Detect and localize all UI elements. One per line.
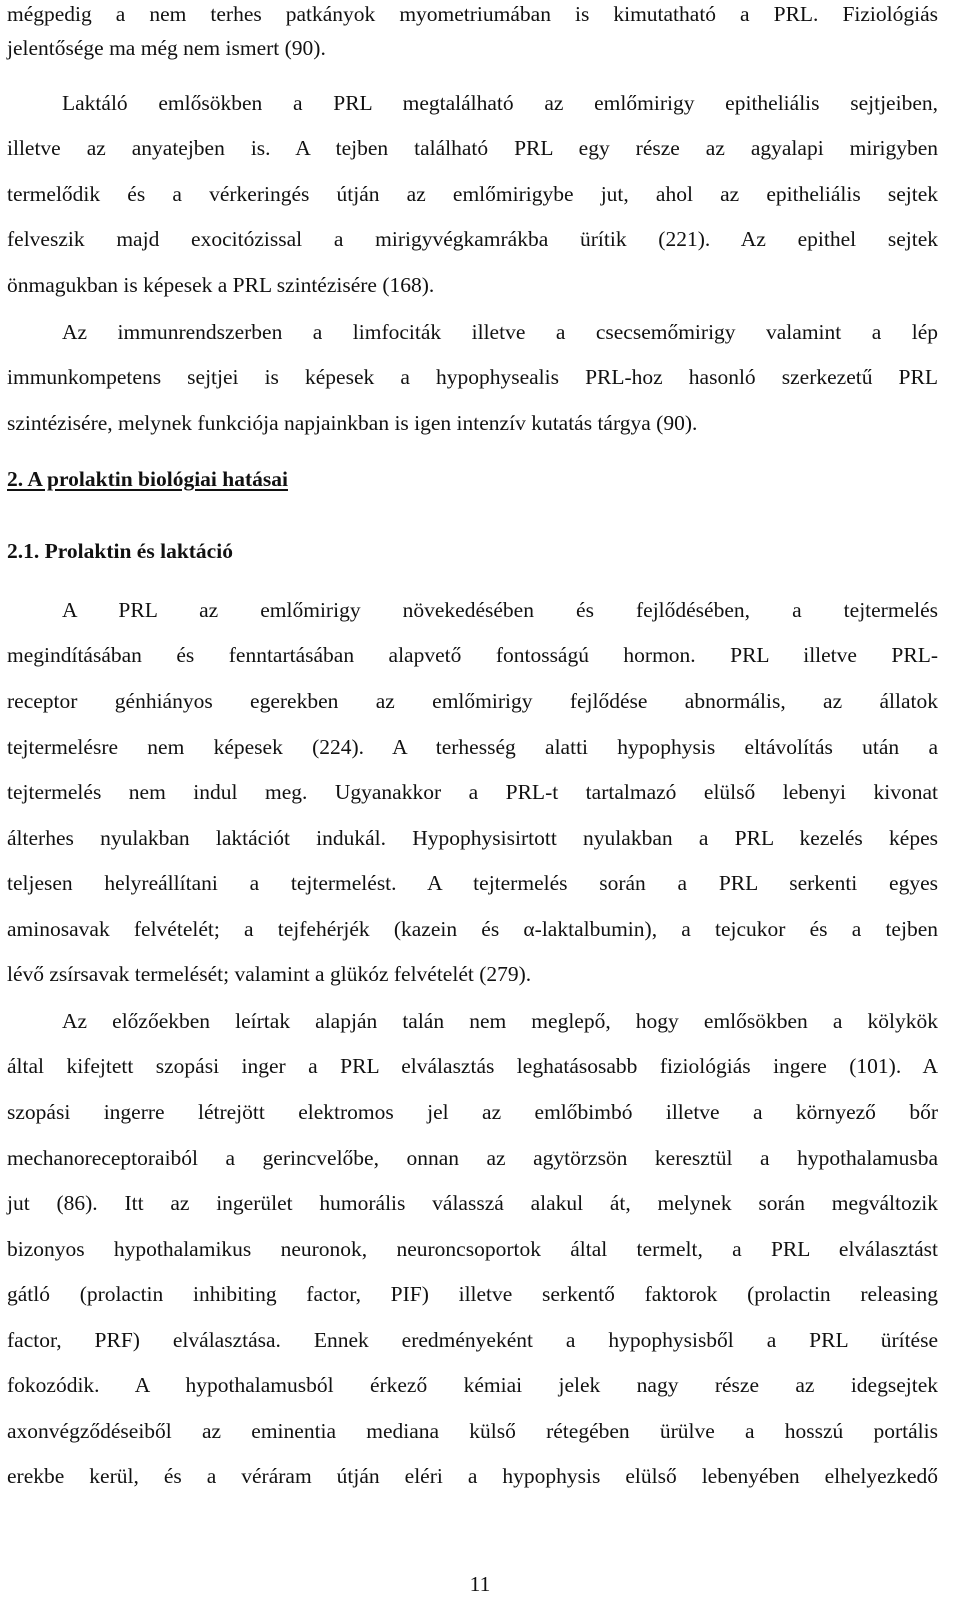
text-line: megindításában és fenntartásában alapvető fontosságú hormon. PRL illetve PRL- (7, 643, 938, 667)
text-line: mechanoreceptoraiból a gerincvelőbe, onnan az agytörzsön keresztül a hypothalamusba (7, 1146, 938, 1170)
text-line: mégpedig a nem terhes patkányok myometriumában is kimutatható a PRL. Fiziológiás (7, 2, 938, 26)
text-line: termelődik és a vérkeringés útján az emlőmirigybe jut, ahol az epitheliális sejtek (7, 182, 938, 206)
text-line: erekbe kerül, és a véráram útján eléri a hypophysis elülső lebenyében elhelyezkedő (7, 1464, 938, 1488)
text-line: aminosavak felvételét; a tejfehérjék (kazein és α-laktalbumin), a tejcukor és a tejben (7, 917, 938, 941)
text-line: szintézisére, melynek funkciója napjainkban is igen intenzív kutatás tárgya (90). (7, 411, 698, 435)
text-line: axonvégződéseiből az eminentia mediana külső rétegében ürülve a hosszú portális (7, 1419, 938, 1443)
text-line: illetve az anyatejben is. A tejben található PRL egy része az agyalapi mirigyben (7, 136, 938, 160)
text-line: A PRL az emlőmirigy növekedésében és fejlődésében, a tejtermelés (62, 598, 938, 622)
text-line: önmagukban is képesek a PRL szintézisére (168). (7, 273, 435, 297)
text-line: Laktáló emlősökben a PRL megtalálható az emlőmirigy epitheliális sejtjeiben, (62, 91, 938, 115)
text-line: felveszik majd exocitózissal a mirigyvégkamrákba ürítik (221). Az epithel sejtek (7, 227, 938, 251)
text-line: receptor génhiányos egerekben az emlőmirigy fejlődése abnormális, az állatok (7, 689, 938, 713)
page-number: 11 (469, 1572, 491, 1596)
text-line: Az immunrendszerben a limfociták illetve a csecsemőmirigy valamint a lép (62, 320, 938, 344)
text-line: szopási ingerre létrejött elektromos jel az emlőbimbó illetve a környező bőr (7, 1100, 938, 1124)
text-line: fokozódik. A hypothalamusból érkező kémiai jelek nagy része az idegsejtek (7, 1373, 938, 1397)
section-heading: 2. A prolaktin biológiai hatásai (7, 467, 288, 491)
subsection-heading: 2.1. Prolaktin és laktáció (7, 539, 233, 563)
text-line: factor, PRF) elválasztása. Ennek eredményeként a hypophysisből a PRL ürítése (7, 1328, 938, 1352)
text-line: immunkompetens sejtjei is képesek a hypophysealis PRL-hoz hasonló szerkezetű PRL (7, 365, 938, 389)
text-line: tejtermelés nem indul meg. Ugyanakkor a PRL-t tartalmazó elülső lebenyi kivonat (7, 780, 938, 804)
text-line: lévő zsírsavak termelését; valamint a glükóz felvételét (279). (7, 962, 532, 986)
text-line: bizonyos hypothalamikus neuronok, neuroncsoportok által termelt, a PRL elválasztást (7, 1237, 938, 1261)
text-line: teljesen helyreállítani a tejtermelést. A tejtermelés során a PRL serkenti egyes (7, 871, 938, 895)
text-line: Az előzőekben leírtak alapján talán nem meglepő, hogy emlősökben a kölykök (62, 1009, 938, 1033)
text-line: jelentősége ma még nem ismert (90). (7, 36, 326, 60)
text-line: tejtermelésre nem képesek (224). A terhesség alatti hypophysis eltávolítás után a (7, 735, 938, 759)
text-line: által kifejtett szopási inger a PRL elválasztás leghatásosabb fiziológiás ingere (101). A (7, 1054, 938, 1078)
text-line: álterhes nyulakban laktációt indukál. Hypophysisirtott nyulakban a PRL kezelés képes (7, 826, 938, 850)
text-line: jut (86). Itt az ingerület humorális válasszá alakul át, melynek során megváltozik (7, 1191, 938, 1215)
text-line: gátló (prolactin inhibiting factor, PIF) illetve serkentő faktorok (prolactin releasing (7, 1282, 938, 1306)
